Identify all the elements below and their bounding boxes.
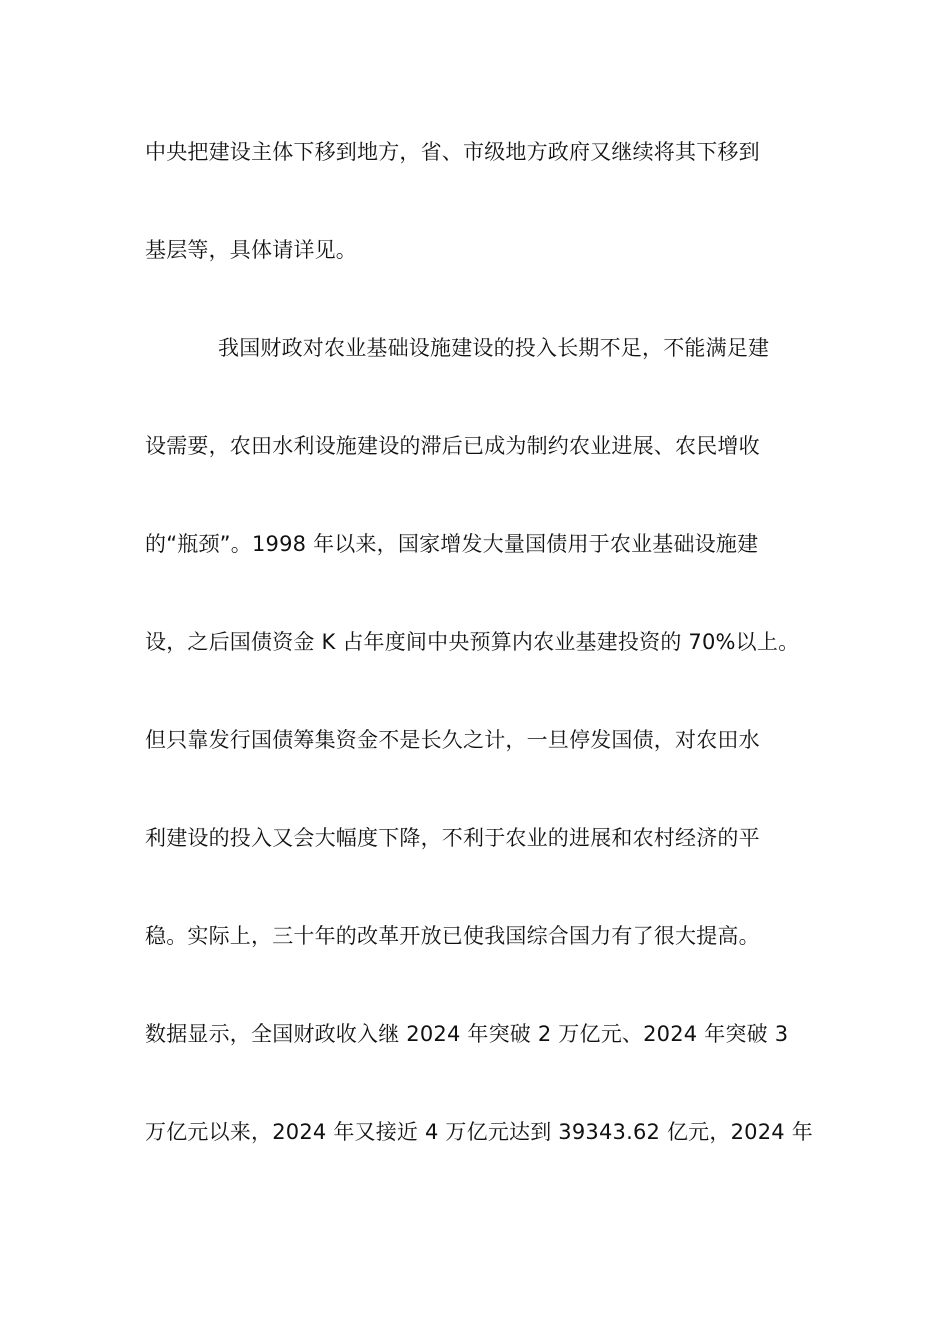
text-line-2: 基层等，具体请详见。	[145, 238, 357, 262]
text-line-4: 设需要，农田水利设施建设的滞后已成为制约农业进展、农民增收	[145, 434, 760, 458]
text-line-9: 稳。实际上，三十年的改革开放已使我国综合国力有了很大提高。	[145, 924, 760, 948]
text-line-8: 利建设的投入又会大幅度下降，不利于农业的进展和农村经济的平	[145, 826, 760, 850]
text-line-3-paragraph-start: 我国财政对农业基础设施建设的投入长期不足，不能满足建	[218, 336, 770, 360]
text-line-5: 的“瓶颈”。1998 年以来，国家增发大量国债用于农业基础设施建	[145, 532, 759, 556]
text-line-7: 但只靠发行国债筹集资金不是长久之计，一旦停发国债，对农田水	[145, 728, 760, 752]
text-line-6: 设，之后国债资金 K 占年度间中央预算内农业基建投资的 70%以上。	[145, 630, 800, 654]
text-line-1: 中央把建设主体下移到地方，省、市级地方政府又继续将其下移到	[145, 140, 760, 164]
text-line-11: 万亿元以来，2024 年又接近 4 万亿元达到 39343.62 亿元，2024 年	[145, 1120, 813, 1144]
text-line-10: 数据显示，全国财政收入继 2024 年突破 2 万亿元、2024 年突破 3	[145, 1022, 789, 1046]
